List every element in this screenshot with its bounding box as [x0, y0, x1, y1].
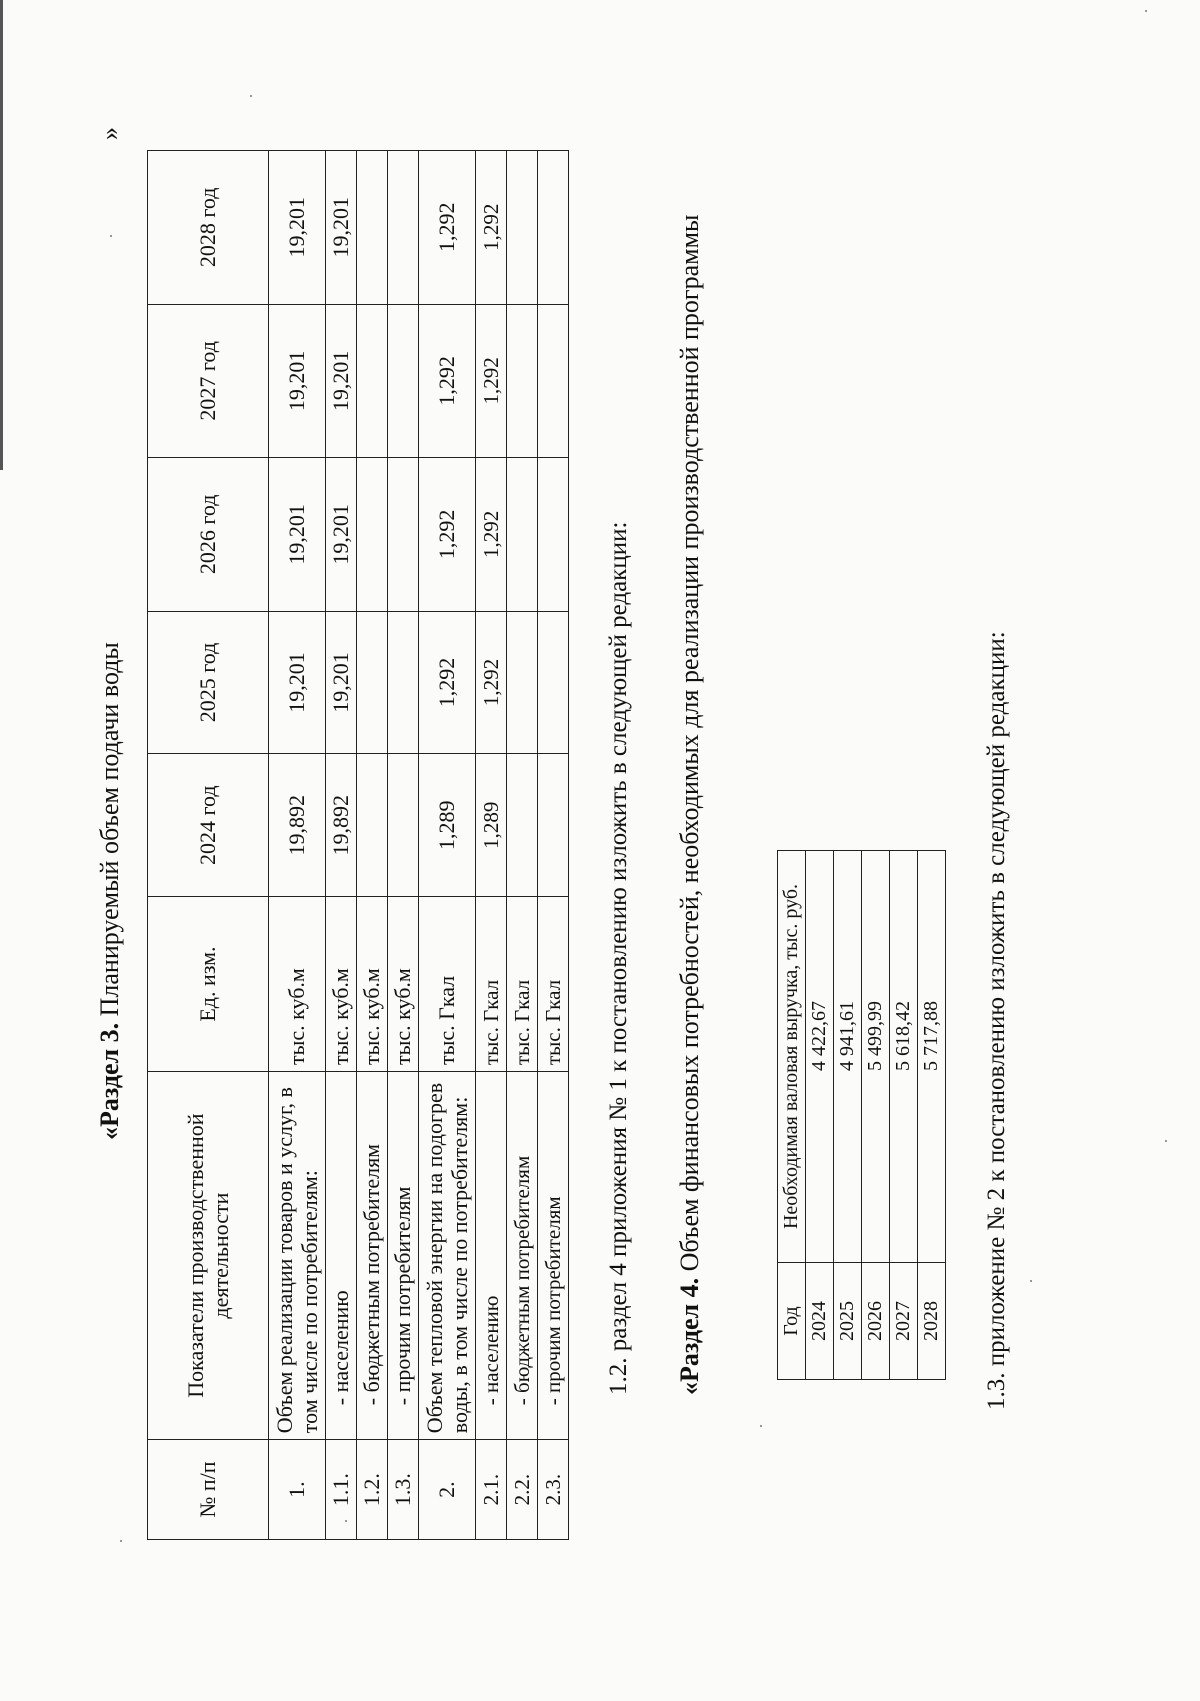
value-2025: 1,292	[476, 611, 507, 754]
value-2025: 19,201	[326, 611, 357, 754]
row-revenue: 5 499,99	[862, 851, 890, 1263]
value-2025	[357, 611, 388, 754]
value-2027	[388, 304, 419, 457]
section3-title-text: Планируемый объем подачи воды	[95, 642, 124, 1023]
value-2028: 19,201	[326, 151, 357, 305]
value-2026: 19,201	[269, 458, 326, 611]
row-indicator: - прочим потребителям	[388, 1072, 419, 1440]
value-2025	[507, 611, 538, 754]
row-indicator: - бюджетным потребителям	[357, 1072, 388, 1440]
row-year: 2027	[890, 1263, 918, 1380]
value-2028	[357, 151, 388, 305]
table-row	[834, 851, 862, 1380]
rotated-document-page	[95, 120, 1055, 1540]
value-2024: 19,892	[269, 754, 326, 897]
row-year: 2025	[834, 1263, 862, 1380]
table-row	[476, 151, 507, 1540]
header-unit: Ед. изм.	[148, 897, 269, 1072]
value-2028: 1,292	[476, 151, 507, 305]
value-2024: 1,289	[476, 754, 507, 897]
row-unit: тыс. куб.м	[357, 897, 388, 1072]
value-2024	[538, 754, 569, 897]
revenue-table	[777, 850, 946, 1380]
row-num: 2.1.	[476, 1440, 507, 1540]
value-2024: 1,289	[419, 754, 476, 897]
value-2027	[357, 304, 388, 457]
paragraph-1-3: 1.3. приложение № 2 к постановлению изложить в следующей редакции:	[983, 631, 1010, 1410]
table-row	[388, 151, 419, 1540]
header-year-2026: 2026 год	[148, 458, 269, 611]
section4-title-text: Объем финансовых потребностей, необходимых для реализации производственной программы	[675, 214, 704, 1278]
table-header-row	[148, 151, 269, 1540]
header-revenue: Необходимая валовая выручка, тыс. руб.	[778, 851, 806, 1263]
value-2028: 1,292	[419, 151, 476, 305]
value-2026	[538, 458, 569, 611]
row-revenue: 4 422,67	[806, 851, 834, 1263]
header-num: № п/п	[148, 1440, 269, 1540]
header-indicator: Показатели производственной деятельности	[148, 1072, 269, 1440]
row-num: 1.2.	[357, 1440, 388, 1540]
header-year-2024: 2024 год	[148, 754, 269, 897]
row-indicator: Объем реализации товаров и услуг, в том числе по потребителям:	[269, 1072, 326, 1440]
table-row	[862, 851, 890, 1380]
value-2028	[507, 151, 538, 305]
table-row	[507, 151, 538, 1540]
paragraph-1-2: 1.2. раздел 4 приложения № 1 к постановлению изложить в следующей редакции:	[605, 521, 632, 1395]
table-row	[538, 151, 569, 1540]
value-2025	[538, 611, 569, 754]
row-num: 1.3.	[388, 1440, 419, 1540]
row-indicator: Объем тепловой энергии на подогрев воды, в том числе по потребителям:	[419, 1072, 476, 1440]
scan-speck	[1165, 1140, 1167, 1142]
table-row	[326, 151, 357, 1540]
row-num: 2.	[419, 1440, 476, 1540]
value-2027: 1,292	[476, 304, 507, 457]
value-2028: 19,201	[269, 151, 326, 305]
row-indicator: - бюджетным потребителям	[507, 1072, 538, 1440]
section4-title-bold: «Раздел 4.	[675, 1277, 704, 1395]
value-2024	[357, 754, 388, 897]
row-unit: тыс. Гкал	[476, 897, 507, 1072]
row-indicator: - населению	[326, 1072, 357, 1440]
closing-quote: »	[95, 127, 124, 140]
row-indicator: - прочим потребителям	[538, 1072, 569, 1440]
row-unit: тыс. Гкал	[419, 897, 476, 1072]
section4-title	[675, 214, 705, 1395]
row-year: 2028	[918, 1263, 946, 1380]
header-year-2025: 2025 год	[148, 611, 269, 754]
row-year: 2026	[862, 1263, 890, 1380]
value-2024	[507, 754, 538, 897]
row-unit: тыс. Гкал	[507, 897, 538, 1072]
table-row	[269, 151, 326, 1540]
value-2024	[388, 754, 419, 897]
value-2028	[388, 151, 419, 305]
value-2027: 1,292	[419, 304, 476, 457]
value-2026: 19,201	[326, 458, 357, 611]
value-2027: 19,201	[326, 304, 357, 457]
row-year: 2024	[806, 1263, 834, 1380]
row-num: 1.1.	[326, 1440, 357, 1540]
section3-title-bold: «Раздел 3.	[95, 1022, 124, 1140]
row-indicator: - населению	[476, 1072, 507, 1440]
row-num: 1.	[269, 1440, 326, 1540]
value-2027	[538, 304, 569, 457]
row-revenue: 5 717,88	[918, 851, 946, 1263]
value-2026	[507, 458, 538, 611]
section3-title	[95, 642, 125, 1140]
value-2026: 1,292	[419, 458, 476, 611]
row-num: 2.3.	[538, 1440, 569, 1540]
row-unit: тыс. куб.м	[269, 897, 326, 1072]
value-2027	[507, 304, 538, 457]
row-revenue: 5 618,42	[890, 851, 918, 1263]
row-unit: тыс. куб.м	[326, 897, 357, 1072]
row-unit: тыс. куб.м	[388, 897, 419, 1072]
value-2028	[538, 151, 569, 305]
value-2024: 19,892	[326, 754, 357, 897]
row-num: 2.2.	[507, 1440, 538, 1540]
value-2026: 1,292	[476, 458, 507, 611]
table-header-row	[778, 851, 806, 1380]
table-row	[419, 151, 476, 1540]
value-2026	[357, 458, 388, 611]
header-year: Год	[778, 1263, 806, 1380]
scan-edge	[0, 0, 3, 470]
value-2025: 1,292	[419, 611, 476, 754]
scan-speck	[1145, 10, 1147, 12]
table-row	[918, 851, 946, 1380]
water-supply-table	[147, 150, 569, 1540]
value-2025: 19,201	[269, 611, 326, 754]
row-revenue: 4 941,61	[834, 851, 862, 1263]
table-row	[357, 151, 388, 1540]
header-year-2027: 2027 год	[148, 304, 269, 457]
value-2027: 19,201	[269, 304, 326, 457]
row-unit: тыс. Гкал	[538, 897, 569, 1072]
table-row	[890, 851, 918, 1380]
table-row	[806, 851, 834, 1380]
header-year-2028: 2028 год	[148, 151, 269, 305]
value-2026	[388, 458, 419, 611]
value-2025	[388, 611, 419, 754]
scan-speck	[120, 1540, 122, 1542]
scan-speck	[250, 95, 252, 97]
